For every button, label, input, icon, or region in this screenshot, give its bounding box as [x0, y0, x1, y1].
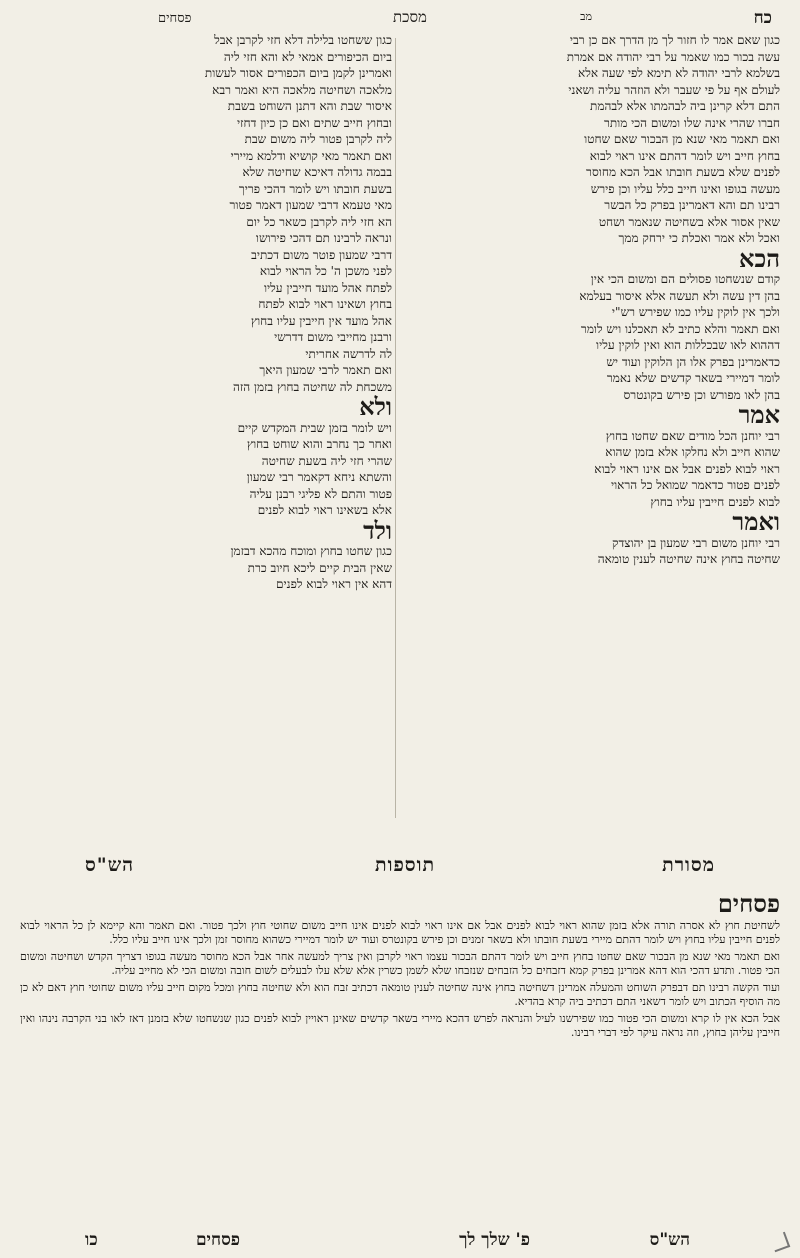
- page-number: כח: [753, 8, 772, 28]
- text-line: ורבנן מחייבי משום דדרשי: [274, 330, 392, 344]
- text-line: ביום הכיפורים אמאי לא והא חזי ליה: [223, 49, 392, 64]
- text-line: שהרי חזי ליה בשעת שחיטה: [261, 453, 392, 468]
- text-line: בשלמא לרבי יהודה לא תימא לפי שעה אלא: [578, 66, 780, 80]
- column-divider: [395, 38, 396, 818]
- dropword: ולא: [359, 392, 392, 421]
- text-line: לפני משכן ה' כל הראוי לבוא: [259, 264, 392, 278]
- dropword: ולד: [363, 515, 392, 545]
- commentary-paragraphs: [20, 919, 780, 1041]
- text-line: לה לדרשה אחריתי: [305, 346, 392, 361]
- section-band: [85, 854, 715, 882]
- text-line: ואם תאמר מאי שנא מן הבכור שאם שחטו בחוץ חייב ויש לומר דהתם הבכור עצמו ראוי לקרבן ואין צריך למעשה אחר אבל הכא מחוסר מעשה בגופו דצריך הקדש ושחיטה ומשום הכי פטור. ותדע דהכי הוא דהא אמרינן בפרק קמא דזבחים כל הזבחים שנזבחו שלא לשמן כשרין אלא שלא עלו לבעלים לשום חובה ומשום הכי לא מחייב עליה.: [20, 949, 780, 977]
- text-line: התם דלא קרינן ביה לבהמתו אלא לבהמת: [590, 99, 780, 113]
- text-line: ואחר כך נחרב והוא שוחט בחוץ: [246, 437, 392, 451]
- text-line: דההוא לאו שבכללות הוא ואין לוקין עליו: [596, 338, 780, 352]
- text-line: שחיטה בחוץ אינה שחיטה לענין טומאה: [597, 552, 780, 566]
- band-label-middle: תוספות: [375, 854, 436, 876]
- text-line: בשעת חובתו ויש לומר דהכי פריך: [238, 181, 392, 196]
- footer-item: כו: [85, 1230, 98, 1250]
- text-line: רבינו תם והא דאמרינן בפרק כל הבשר: [604, 198, 780, 212]
- text-line: אלא בשאינו ראוי לבוא לפנים: [257, 503, 392, 517]
- text-line: דרבי שמעון פוטר משום דכתיב: [251, 247, 392, 262]
- text-line: מעשה בגופו ואינו חייב כלל עליו וכן פירש: [590, 181, 780, 196]
- right-lines-2: [400, 271, 780, 403]
- page-corner-mark: [770, 1232, 791, 1253]
- text-line: משכחת לה שחיטה בחוץ בזמן הזה: [232, 379, 392, 394]
- text-line: ראוי לבוא לפנים אבל אם אינו ראוי לבוא: [594, 461, 780, 476]
- text-line: אהל מועד אין חייבין עליו בחוץ: [250, 313, 392, 328]
- text-line: בבמה גדולה דאיכא שחיטה שלא: [242, 165, 392, 179]
- text-line: ואכל ולא אמר ואכלת כי ירחק ממך: [618, 231, 780, 245]
- text-line: דהא אין ראוי לבוא לפנים: [276, 577, 392, 591]
- header-tractate: מסכת: [393, 8, 427, 26]
- text-line: פטור והתם לא פליגי רבנן עליה: [249, 486, 392, 501]
- text-line: בהן לאו מפורש וכן פירש בקונטרס: [623, 387, 780, 402]
- text-line: מלאכה ושחיטה מלאכה היא ואמר רבא: [212, 82, 392, 97]
- footer-item: פסחים: [195, 1230, 240, 1250]
- band-label-right: מסורת: [662, 854, 715, 876]
- text-line: שאין אסור אלא בשחיטה שנאמר ושחט: [598, 214, 780, 229]
- text-line: עשה בכור כמו שאמר על רבי יהודה אם אמרת: [566, 49, 780, 64]
- header-title-left: פסחים: [158, 11, 192, 26]
- text-line: ואם תאמר מאי שנא מן הבכור שאם שחטו: [584, 132, 780, 146]
- text-line: ועוד הקשה רבינו תם דבפרק השוחט והמעלה אמרינן דשחיטה בחוץ אינה שחיטה לענין טומאה דכתיב זבח הוא ולא שחיטה בחוץ ומכל מקום חייב עליו משום שחוטי חוץ דאם לא כן מה הוסיף הכתוב ויש לומר דשאני התם דכתיב ביה קרא בהדיא.: [20, 980, 780, 1008]
- text-line: ונראה לרבינו תם דהכי פירושו: [255, 231, 392, 245]
- text-line: בחוץ ושאינו ראוי לבוא לפתח: [258, 297, 392, 311]
- text-line: ויש לומר בזמן שבית המקדש קיים: [237, 420, 392, 435]
- text-line: הא חזי ליה לקרבן כשאר כל יום: [246, 214, 392, 229]
- text-line: והשתא ניחא דקאמר רבי שמעון: [246, 470, 392, 484]
- right-lines-1: [400, 32, 780, 247]
- text-line: בחוץ חייב ויש לומר דהתם אינו ראוי לבוא: [589, 148, 780, 163]
- text-line: רבי יוחנן הכל מודים שאם שחטו בחוץ: [605, 428, 780, 443]
- text-line: לבוא לפנים חייבין עליו בחוץ: [650, 494, 780, 509]
- text-line: כגון שחטו בחוץ ומוכח מהכא דבזמן: [230, 544, 392, 558]
- footer-item: הש"ס: [649, 1230, 690, 1250]
- text-line: ואם תאמר לרבי שמעון היאך: [259, 363, 392, 377]
- text-line: קודם שנשחטו פסולים הם ומשום הכי אין: [590, 272, 780, 286]
- text-line: אבל הכא אין לו קרא ומשום הכי פטור כמו שפירשנו לעיל והנראה לפרש דהכא מיירי בשאר קדשים שאינן ראויין לבוא לפנים כגון שנשחטו שלא בזמנן דאז לאו בני הקרבה נינהו ואין חייבין עליהן בחוץ, וזה נראה עיקר לפי דברי רבינו.: [20, 1011, 780, 1039]
- text-line: שהוא חייב ולא נחלקו אלא בזמן שהוא: [605, 445, 780, 459]
- text-line: כגון ששחטו בלילה דלא חזי לקרבן אבל: [214, 33, 392, 47]
- footer-item: פ' שלך לך: [459, 1230, 530, 1250]
- left-lines-1: [20, 32, 392, 395]
- main-text-column-left: [20, 32, 392, 832]
- text-line: ובחוץ חייב שתים ואם כן כיון דחזי: [237, 115, 392, 130]
- main-text-column-right: [400, 32, 780, 832]
- text-line: ואם תאמר מאי קושיא ודלמא מיירי: [230, 148, 392, 163]
- text-line: מאי טעמא דרבי שמעון דאמר פטור: [229, 198, 392, 212]
- right-lines-4: [400, 535, 780, 568]
- text-line: לפתח אהל מועד חייבין עליו: [263, 280, 392, 295]
- text-line: לפנים שלא בשעת חובתו אבל הכא מחוסר: [586, 165, 780, 179]
- text-line: רבי יוחנן משום רבי שמעון בן יהוצדק: [612, 535, 780, 550]
- text-line: לפנים פטור כדאמר שמואל כל הראוי: [610, 478, 780, 492]
- dropword: ואמר: [732, 507, 780, 536]
- text-line: ליה לקרבן פטור ליה משום שבת: [244, 132, 392, 146]
- left-lines-3: [20, 543, 392, 593]
- text-line: לשחיטת חוץ לא אסרה תורה אלא בזמן שהוא ראוי לבוא לפנים אבל אם אינו ראוי לבוא לפנים אינו חייב משום שחוטי חוץ ולכך פטור. ואם תאמר והא קיימא לן כל הראוי לבוא לפנים חייבין עליו בחוץ ויש לומר דהתם מיירי בשעת חובתו ולא בשאר זמנים וכן פירש בקונטרס ועוד יש לומר דמיירי כשהוא מחוסר זמן ולכך אינו חייב עליו כלל.: [20, 918, 780, 946]
- text-line: לעולם אף על פי שעבר ולא הוזהר עליה ושאני: [568, 82, 780, 97]
- text-line: איסור שבת והא דתנן השוחט בשבת: [227, 99, 392, 113]
- commentary-block: [20, 892, 780, 1182]
- folio-number: מב: [580, 10, 592, 23]
- running-footer: [85, 1230, 770, 1254]
- text-line: כגון שאם אמר לו חזור לך מן הדרך אם כן רבי: [569, 33, 780, 47]
- text-line: ואמרינן לקמן ביום הכפורים אסור לעשות: [204, 66, 392, 80]
- dropword: הכא: [739, 243, 780, 273]
- dropword: אמר: [738, 400, 780, 429]
- text-line: לומר דמיירי בשאר קדשים שלא נאמר: [606, 371, 780, 385]
- right-lines-3: [400, 428, 780, 511]
- commentary-dropword: פסחים: [717, 892, 780, 918]
- band-label-left: הש"ס: [85, 854, 135, 876]
- text-line: ואם תאמר והלא כתיב לא תאכלנו ויש לומר: [580, 321, 780, 336]
- text-line: ולכך אין לוקין עליו כמו שפירש רש"י: [611, 305, 780, 319]
- text-line: בהן דין עשה ולא תעשה אלא איסור בעלמא: [579, 288, 780, 303]
- running-header: [18, 8, 782, 32]
- text-line: כדאמרינן בפרק אלו הן הלוקין ועוד יש: [606, 354, 780, 369]
- text-line: שאין הבית קיים ליכא חיוב כרת: [247, 560, 392, 575]
- text-line: חברו שהרי אינה שלו ומשום הכי מותר: [603, 115, 780, 130]
- left-lines-2: [20, 420, 392, 519]
